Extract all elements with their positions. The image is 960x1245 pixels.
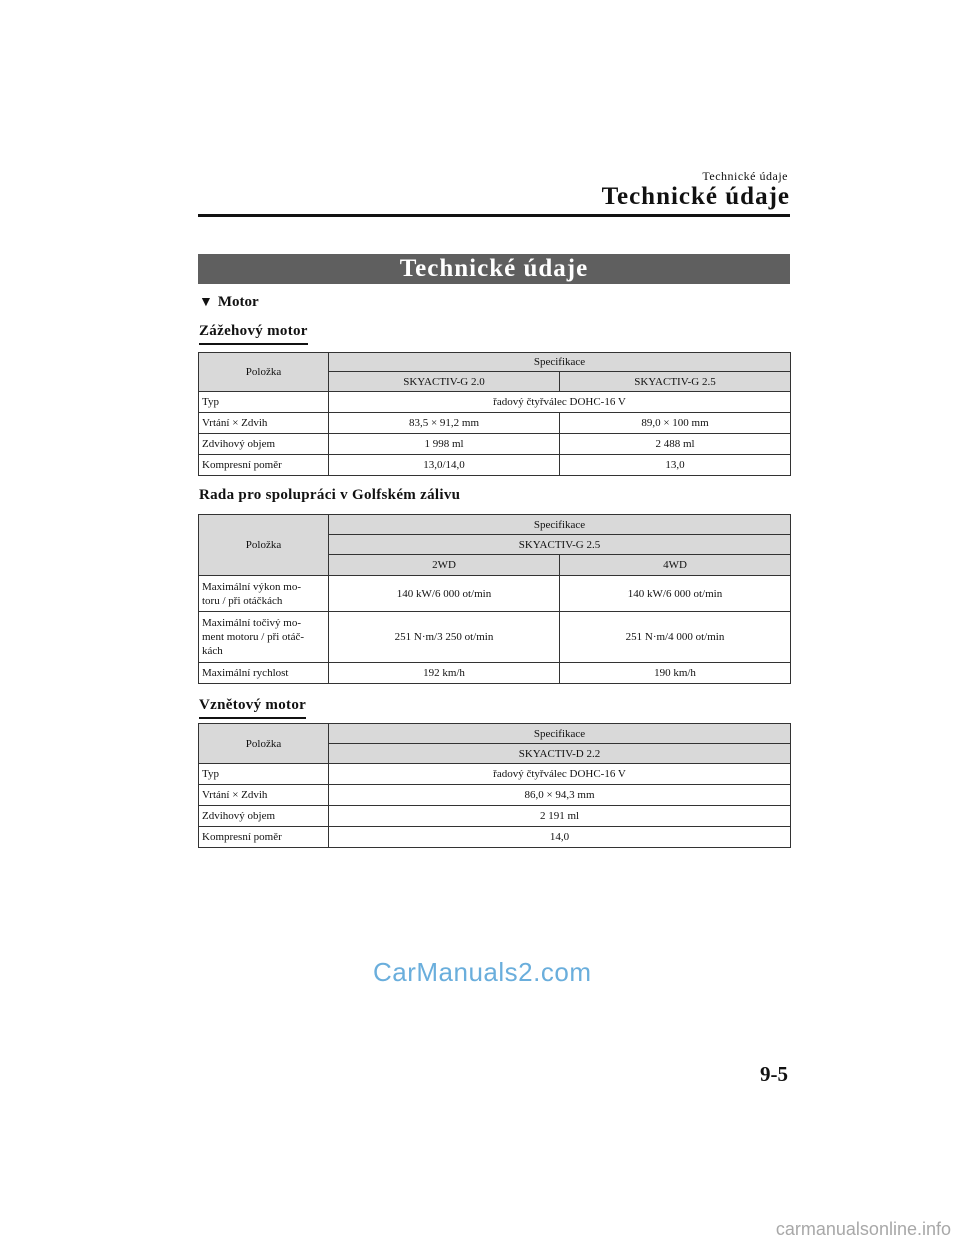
col-item-header: Položka <box>199 353 329 392</box>
variant-header: SKYACTIV-G 2.5 <box>560 372 791 392</box>
triangle-down-icon: ▼ <box>199 295 213 310</box>
table-row <box>199 455 791 476</box>
row-label: Zdvihový objem <box>199 434 329 455</box>
watermark-logo: CarManuals2.com <box>373 957 592 987</box>
section2-heading: Rada pro spolupráci v Golfském zálivu <box>199 487 461 503</box>
row-value: 89,0 × 100 mm <box>560 413 791 434</box>
row-value: 251 N·m/3 250 ot/min <box>329 612 560 663</box>
table-row <box>199 392 791 413</box>
diesel-engine-table <box>198 723 791 848</box>
row-value: 140 kW/6 000 ot/min <box>560 576 791 612</box>
row-label: Typ <box>199 764 329 785</box>
table-row <box>199 663 791 684</box>
col-item-header: Položka <box>199 515 329 576</box>
row-label: Vrtání × Zdvih <box>199 413 329 434</box>
subsection-motor <box>199 294 259 311</box>
drive-header: 4WD <box>560 555 791 576</box>
row-value: 251 N·m/4 000 ot/min <box>560 612 791 663</box>
running-header-title: Technické údaje <box>601 183 790 210</box>
row-value: 83,5 × 91,2 mm <box>329 413 560 434</box>
row-label: Typ <box>199 392 329 413</box>
row-value: řadový čtyřválec DOHC-16 V <box>329 392 791 413</box>
section3-heading: Vznětový motor <box>199 697 306 719</box>
row-label <box>199 576 329 612</box>
row-label: Kompresní poměr <box>199 455 329 476</box>
row-label: Maximální rychlost <box>199 663 329 684</box>
table-row <box>199 434 791 455</box>
label-line: ment motoru / při otáč- <box>202 631 305 643</box>
col-spec-header: Specifikace <box>329 515 791 535</box>
variant-header: SKYACTIV-G 2.5 <box>329 535 791 555</box>
row-value: řadový čtyřválec DOHC-16 V <box>329 764 791 785</box>
row-value: 13,0 <box>560 455 791 476</box>
table-row <box>199 576 791 612</box>
row-label: Kompresní poměr <box>199 827 329 848</box>
col-item-header: Položka <box>199 724 329 764</box>
table-row <box>199 785 791 806</box>
row-value: 140 kW/6 000 ot/min <box>329 576 560 612</box>
row-value: 86,0 × 94,3 mm <box>329 785 791 806</box>
row-value: 14,0 <box>329 827 791 848</box>
label-line: Maximální točivý mo- <box>202 617 301 629</box>
row-label: Vrtání × Zdvih <box>199 785 329 806</box>
row-label: Zdvihový objem <box>199 806 329 827</box>
row-value: 190 km/h <box>560 663 791 684</box>
table-row <box>199 612 791 663</box>
table-row <box>199 413 791 434</box>
row-value: 192 km/h <box>329 663 560 684</box>
petrol-engine-table <box>198 352 791 476</box>
drive-header: 2WD <box>329 555 560 576</box>
running-header-small: Technické údaje <box>702 169 788 183</box>
row-label <box>199 612 329 663</box>
variant-header: SKYACTIV-D 2.2 <box>329 744 791 764</box>
gulf-region-table <box>198 514 791 684</box>
row-value: 1 998 ml <box>329 434 560 455</box>
table-row <box>199 827 791 848</box>
row-value: 13,0/14,0 <box>329 455 560 476</box>
label-line: Maximální výkon mo- <box>202 580 301 593</box>
col-spec-header: Specifikace <box>329 353 791 372</box>
page-number: 9-5 <box>760 1062 788 1086</box>
table-row <box>199 764 791 785</box>
label-line: kách <box>202 645 223 657</box>
row-value: 2 488 ml <box>560 434 791 455</box>
header-rule <box>198 214 790 217</box>
row-value: 2 191 ml <box>329 806 791 827</box>
variant-header: SKYACTIV-G 2.0 <box>329 372 560 392</box>
subsection-title: Motor <box>217 294 259 310</box>
table-row <box>199 806 791 827</box>
section1-heading: Zážehový motor <box>199 323 308 345</box>
section-banner: Technické údaje <box>198 254 790 284</box>
col-spec-header: Specifikace <box>329 724 791 744</box>
label-line: toru / při otáčkách <box>202 594 283 607</box>
footer-watermark: carmanualsonline.info <box>775 1219 951 1239</box>
